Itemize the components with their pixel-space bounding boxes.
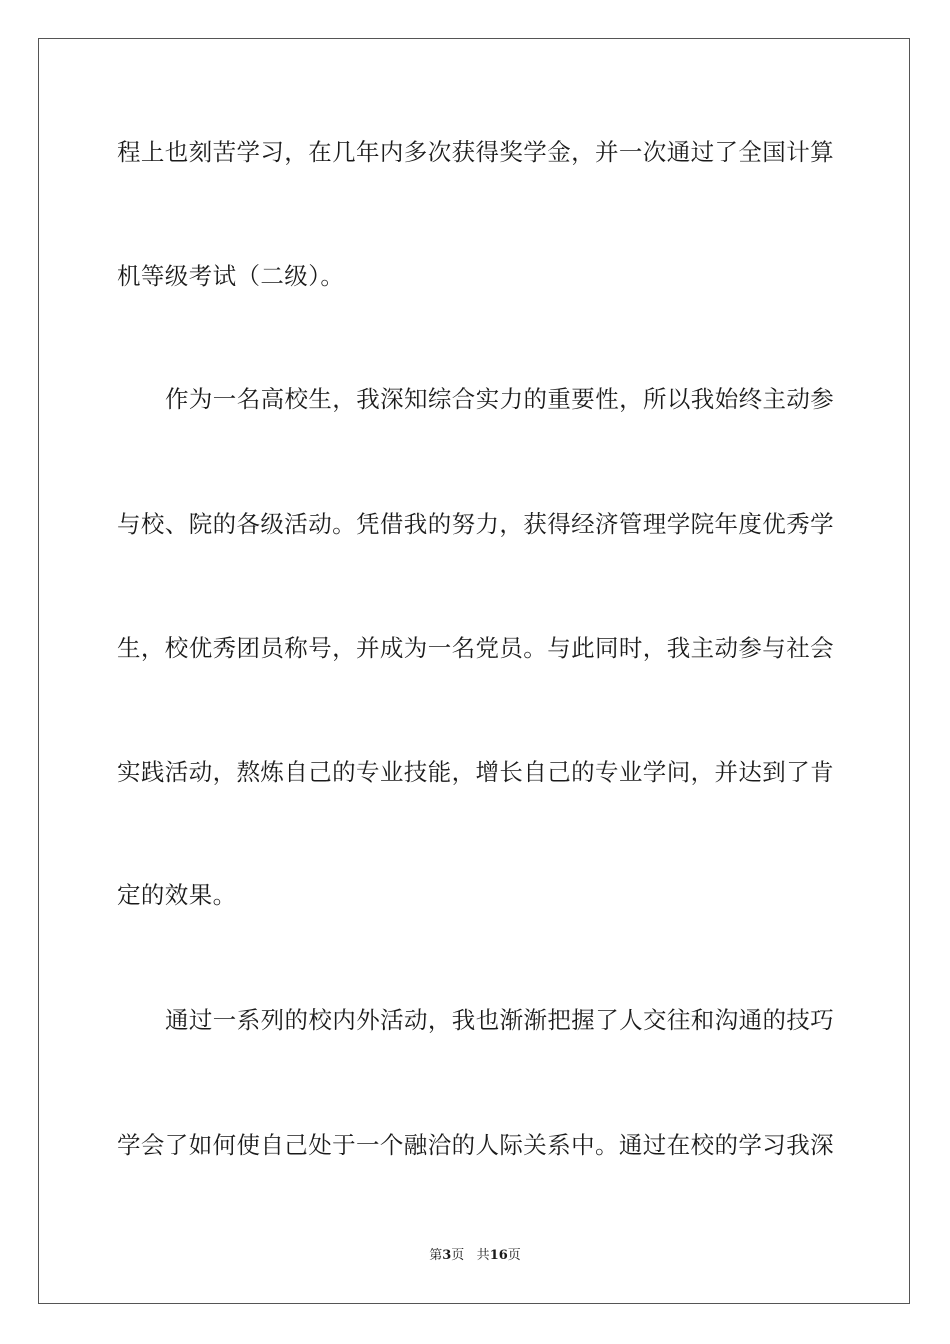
text-line: 实践活动，熬炼自己的专业技能，增长自己的专业学问，并达到了肯: [117, 758, 834, 786]
footer-page-number: 3: [442, 1248, 452, 1263]
paragraph-start-line: 通过一系列的校内外活动，我也渐渐把握了人交往和沟通的技巧: [165, 1006, 835, 1034]
footer-total-unit: 页: [507, 1248, 521, 1263]
page-border: [38, 38, 910, 1304]
footer-page-prefix: 第: [429, 1248, 443, 1263]
footer-total-prefix: 共: [476, 1248, 490, 1263]
page-footer: [0, 1248, 950, 1264]
paragraph-start-line: 作为一名高校生，我深知综合实力的重要性，所以我始终主动参: [165, 385, 835, 413]
text-line: 程上也刻苦学习，在几年内多次获得奖学金，并一次通过了全国计算: [117, 138, 834, 166]
footer-page-unit: 页: [451, 1248, 465, 1263]
text-line: 定的效果。: [117, 881, 237, 909]
text-line: 机等级考试（二级）。: [117, 262, 345, 290]
text-line: 与校、院的各级活动。凭借我的努力，获得经济管理学院年度优秀学: [117, 510, 834, 538]
text-line: 学会了如何使自己处于一个融洽的人际关系中。通过在校的学习我深: [117, 1131, 834, 1159]
footer-total-pages: 16: [489, 1248, 508, 1263]
text-line: 生，校优秀团员称号，并成为一名党员。与此同时，我主动参与社会: [117, 634, 834, 662]
